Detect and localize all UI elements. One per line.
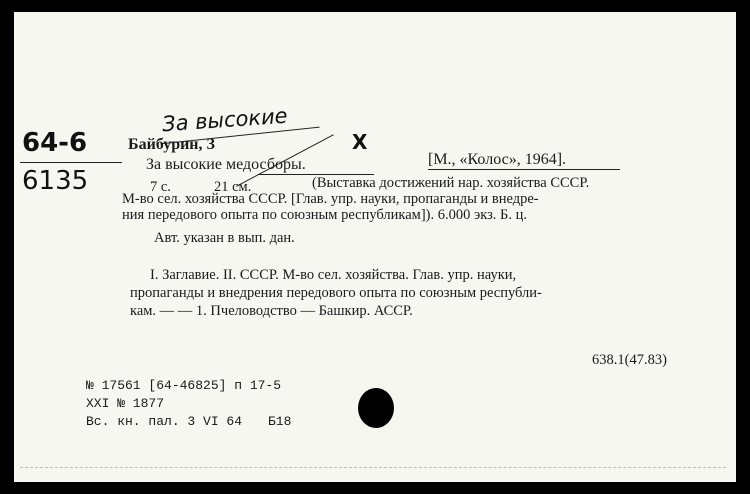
title-line: За высокие медосборы. [146, 156, 306, 173]
tracing-line-3: кам. — — 1. Пчеловодство — Башкир. АССР. [130, 303, 413, 319]
author-note: Авт. указан в вып. дан. [154, 230, 295, 246]
imprint: [М., «Колос», 1964]. [428, 151, 567, 168]
handwritten-call-number-top: 64-6 [22, 128, 88, 158]
tracing-line-1: I. Заглавие. II. СССР. М-во сел. хозяйства. Глав. упр. науки, [150, 267, 517, 283]
handwritten-call-number-bottom: 6135 [22, 166, 89, 196]
description-size: 7 с. [150, 179, 171, 195]
footer-line-3: Вс. кн. пал. 3 VI 64 [86, 414, 243, 429]
handwritten-title-note: За высокие [161, 103, 289, 137]
description-series: (Выставка достижений нар. хозяйства СССР. [312, 175, 590, 191]
description-line-3: ния передового опыта по союзным республикам]). 6.000 экз. Б. ц. [122, 207, 528, 223]
classification-number: 638.1(47.83) [592, 352, 667, 368]
call-number-divider [20, 162, 122, 163]
description-dimensions: 21 см. [214, 179, 252, 195]
imprint-underline [428, 169, 620, 170]
footer-line-2: XXI № 1877 [86, 396, 165, 411]
description-line-2: М-во сел. хозяйства СССР. [Глав. упр. науки, пропаганды и внедре- [122, 191, 539, 207]
tracing-line-2: пропаганды и внедрения передового опыта по союзным республи- [130, 285, 542, 301]
author-heading: Байбурин, З [128, 136, 215, 153]
handwritten-x-mark: X [352, 130, 368, 154]
footer-line-1: № 17561 [64-46825] п 17-5 [86, 378, 282, 393]
footer-code: Б18 [268, 414, 292, 429]
punch-hole [358, 388, 394, 428]
